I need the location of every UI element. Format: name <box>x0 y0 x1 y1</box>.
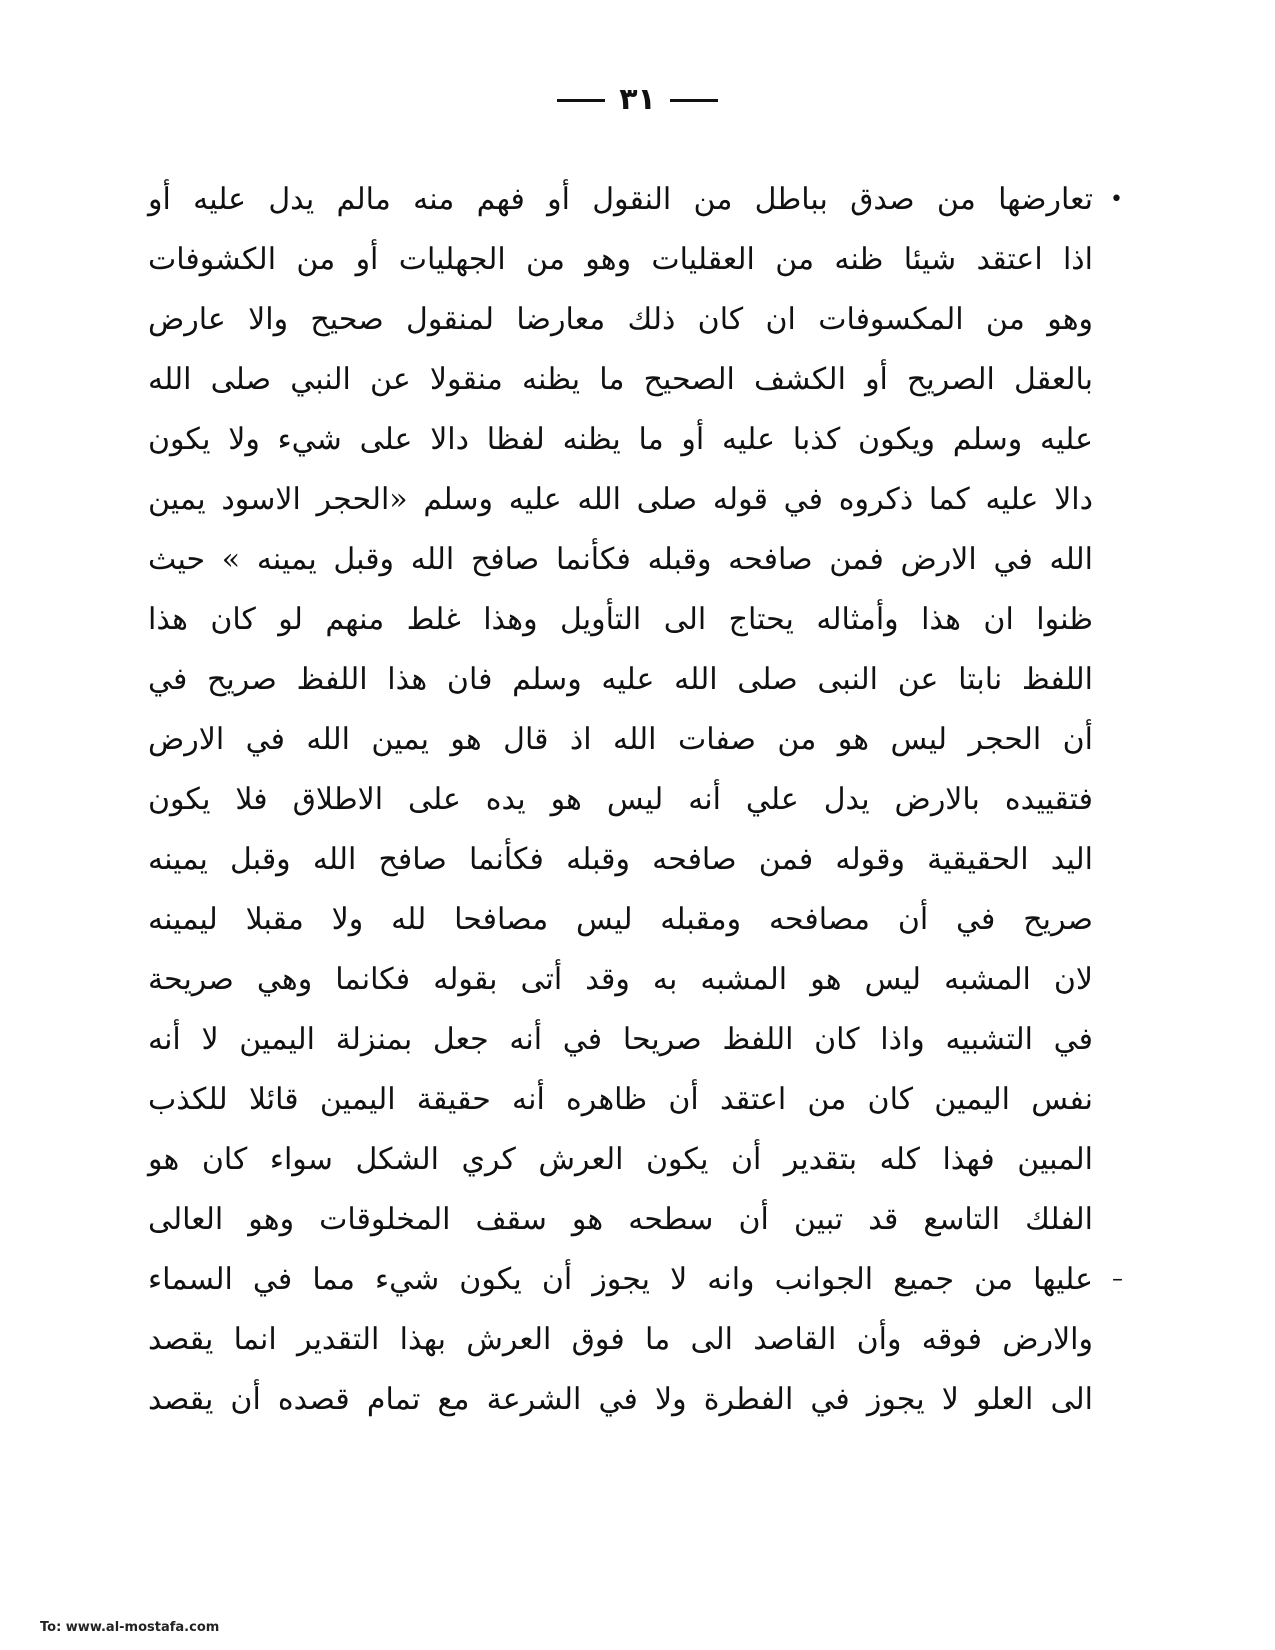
text-line-1-content: تعارضها من صدق بباطل من النقول أو فهم منه مالم يدل عليه أو <box>148 182 1093 217</box>
page-number <box>0 80 1275 120</box>
text-line-19-content: عليها من جميع الجوانب وانه لا يجوز أن يكون شيء مما في السماء <box>148 1262 1093 1297</box>
text-line-2: اذا اعتقد شيئا ظنه من العقليات وهو من الجهليات أو من الكشوفات <box>148 242 1093 277</box>
text-line-11: فتقييده بالارض يدل علي أنه ليس هو يده على الاطلاق فلا يكون <box>148 782 1093 817</box>
left-dash <box>557 99 605 102</box>
text-line-15: في التشبيه واذا كان اللفظ صريحا في أنه جعل بمنزلة اليمين لا أنه <box>148 1022 1093 1057</box>
text-line-9: اللفظ نابتا عن النبى صلى الله عليه وسلم فان هذا اللفظ صريح في <box>148 662 1093 697</box>
text-line-18: الفلك التاسع قد تبين أن سطحه هو سقف المخلوقات وهو العالى <box>148 1202 1093 1237</box>
page-body-text <box>148 170 1123 1430</box>
text-line-19 <box>148 1250 1123 1310</box>
text-line-17: المبين فهذا كله بتقدير أن يكون العرش كري الشكل سواء كان هو <box>148 1142 1093 1177</box>
text-line-16: نفس اليمين كان من اعتقد أن ظاهره أنه حقيقة اليمين قائلا للكذب <box>148 1082 1093 1117</box>
dash-marker: – <box>1112 1267 1123 1292</box>
text-line-6: دالا عليه كما ذكروه في قوله صلى الله عليه وسلم «الحجر الاسود يمين <box>148 482 1093 517</box>
text-line-13: صريح في أن مصافحه ومقبله ليس مصافحا لله ولا مقبلا ليمينه <box>148 902 1093 937</box>
text-line-7: الله في الارض فمن صافحه وقبله فكأنما صافح الله وقبل يمينه » حيث <box>148 542 1093 577</box>
text-line-8: ظنوا ان هذا وأمثاله يحتاج الى التأويل وهذا غلط منهم لو كان هذا <box>148 602 1093 637</box>
text-line-20: والارض فوقه وأن القاصد الى ما فوق العرش بهذا التقدير انما يقصد <box>148 1322 1093 1357</box>
text-line-1 <box>148 170 1123 230</box>
text-line-4: بالعقل الصريح أو الكشف الصحيح ما يظنه منقولا عن النبي صلى الله <box>148 362 1093 397</box>
text-line-21: الى العلو لا يجوز في الفطرة ولا في الشرعة مع تمام قصده أن يقصد <box>148 1382 1093 1417</box>
text-line-10: أن الحجر ليس هو من صفات الله اذ قال هو يمين الله في الارض <box>148 722 1093 757</box>
text-line-14: لان المشبه ليس هو المشبه به وقد أتى بقوله فكانما وهي صريحة <box>148 962 1093 997</box>
text-line-12: اليد الحقيقية وقوله فمن صافحه وقبله فكأنما صافح الله وقبل يمينه <box>148 842 1093 877</box>
text-line-5: عليه وسلم ويكون كذبا عليه أو ما يظنه لفظا دالا على شيء ولا يكون <box>148 422 1093 457</box>
bullet-marker: • <box>1110 187 1123 212</box>
page-number-text: ٣١ <box>619 82 656 117</box>
right-dash <box>670 99 718 102</box>
source-footer: To: www.al-mostafa.com <box>40 1620 220 1635</box>
text-line-3: وهو من المكسوفات ان كان ذلك معارضا لمنقول صحيح والا عارض <box>148 302 1093 337</box>
